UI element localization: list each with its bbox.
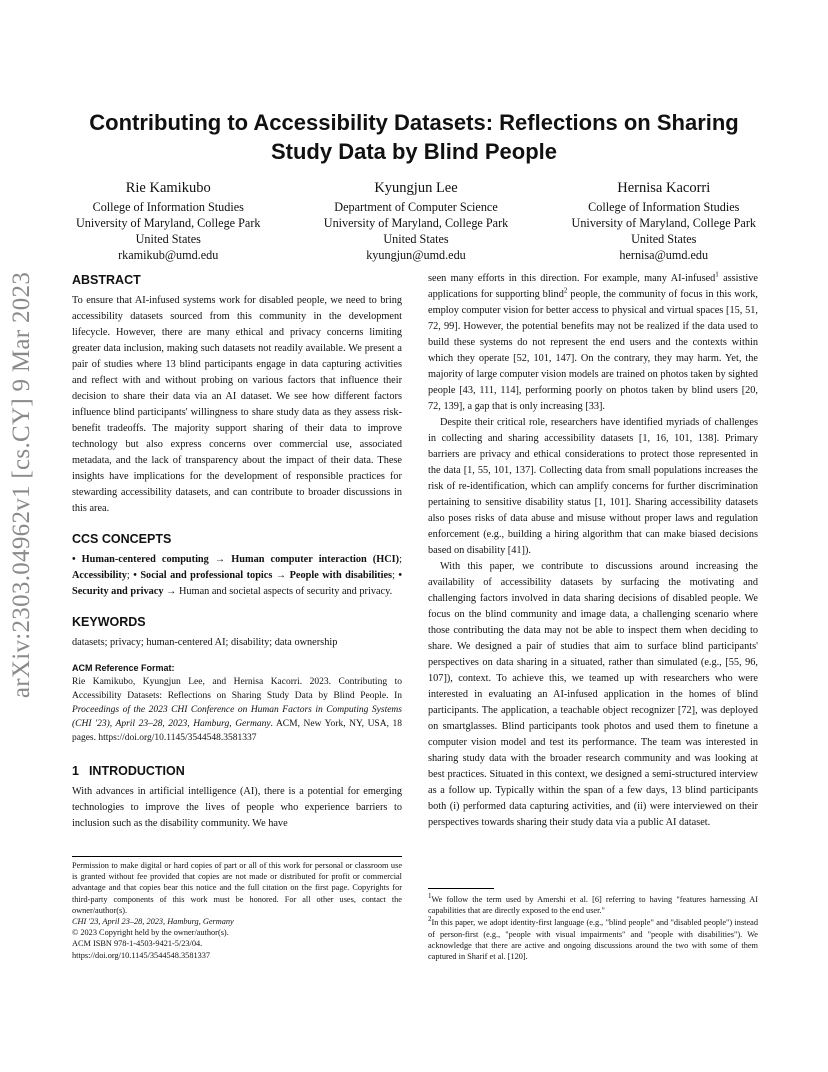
author-dept: College of Information Studies [92, 200, 244, 214]
footnote-mark[interactable]: 1 [715, 270, 719, 279]
footnote-2: $^2$In this paper, we adopt identity-first language (e.g., "blind people" and "disabled people") instead of person-first (e.g., "people with visual impairments" and "people with disabilities"). We acknowledge that there are active and ongoing discussions around the two with some of them captured in Sharif et al. [120]. [428, 915, 758, 962]
author-block [76, 178, 756, 263]
author-dept: Department of Computer Science [334, 200, 498, 214]
author-org: University of Maryland, College Park [571, 216, 756, 230]
acm-ref-text: Rie Kamikubo, Kyungjun Lee, and Hernisa Kacorri. 2023. Contributing to Accessibility Datasets: Reflections on Sharing Study Data by Blind People. In Proceedings of the 2023 CHI Conference on Human Factors in Computing Systems (CHI '23), April 23–28, 2023, Hamburg, Germany. ACM, New York, NY, USA, 18 pages. https://doi.org/10.1145/3544548.3581337 [72, 677, 402, 743]
footnote-1: $^1$We follow the term used by Amershi et al. [6] referring to having "features harnessing AI capabilities that are directly exposed to the end user." [428, 892, 758, 916]
acm-ref-heading: ACM Reference Format: [72, 663, 175, 673]
author-email[interactable]: rkamikub@umd.edu [118, 248, 219, 262]
footnote-rule [428, 888, 494, 889]
footnote-mark[interactable]: 2 [563, 286, 568, 295]
author-3 [572, 178, 756, 263]
isbn-line: ACM ISBN 978-1-4503-9421-5/23/04. [72, 939, 203, 949]
author-name: Hernisa Kacorri [617, 180, 711, 196]
author-dept: College of Information Studies [588, 200, 740, 214]
doi-link[interactable]: https://doi.org/10.1145/3544548.3581337 [72, 950, 211, 960]
author-2 [324, 178, 508, 263]
paper-title: Contributing to Accessibility Datasets: Reflections on Sharing Study Data by Blind People [89, 110, 739, 164]
keywords-text: datasets; privacy; human-centered AI; disability; data ownership [72, 637, 338, 648]
author-country: United States [631, 232, 697, 246]
author-country: United States [383, 232, 449, 246]
left-column [72, 271, 402, 832]
author-1 [76, 178, 260, 263]
right-column [428, 271, 758, 831]
intro-paragraph-3: With this paper, we contribute to discussions around increasing the availability of accessibility datasets by surfacing the motivating and challenging factors involved in data sharing decisions of disabled people. We focus on the blind community and image data, a challenging scenario where those contributing the data may not be able to inspect them when deciding to share. We designed a pair of studies that aim to surface blind participants' perspectives on data sharing in a situated, rather than simulated (e.g., [55, 96, 107]), context. To achieve this, we teamed up with researchers who were interested in evaluating an AI-infused application in the homes of blind participants. The application, a teachable object recognizer [72], was deployed on smartglasses. Blind participants took photos and used them to finetune a computer vision model and test its performance. The team was interested in sharing study data with the broader research community and was looking at best practices. Situated in this context, we designed a semi-structured interview as a follow up. Typically within the span of a few days, 13 blind participants both (i) performed data capturing activities, and (ii) were interviewed on their perspectives towards sharing their study data via a public AI dataset. [428, 561, 758, 828]
intro-paragraph-1: seen many efforts in this direction. For example, many AI-infused$^1$ assistive applications for supporting blind$^2$ people, the community of focus in this work, employ computer vision for better access to physical and virtual spaces [15, 51, 72, 99]. However, the potential benefits may not be realized if the data used to build these systems do not represent the end users and the contexts within which they operate [52, 101, 147]. On the contrary, they may harm. Yet, the majority of large computer vision models are trained on photos taken by sighted people [43, 111, 114], performing poorly on photos taken by blind users [20, 72, 139], a gap that is only increasing [33]. [428, 270, 758, 412]
arxiv-stamp-text: arXiv:2303.04962v1 [cs.CY] 9 Mar 2023 [8, 271, 36, 699]
footnotes [428, 888, 758, 963]
intro-paragraph-2: Despite their critical role, researchers have identified myriads of challenges in collecting and sharing accessibility datasets [1, 16, 101, 138]. Primary barriers are privacy and ethical considerations to protect those represented in the data [1, 55, 101, 137]. Collecting data from small populations increases the risk of re-identification, which can amplify concerns for further discrimination pertaining to sensitive disability status [1, 101]. Sharing accessibility datasets also poses risks of data abuse and misuse without proper laws and regulation enforcement (e.g., building a hiring algorithm that can make biased decisions based on disability [41]). [428, 417, 758, 556]
author-country: United States [135, 232, 201, 246]
ccs-heading: CCS CONCEPTS [72, 532, 172, 546]
author-name: Kyungjun Lee [374, 180, 458, 196]
arxiv-stamp [0, 271, 44, 699]
permission-block [72, 856, 402, 961]
venue-line: CHI '23, April 23–28, 2023, Hamburg, Germany [72, 917, 234, 927]
permission-text: Permission to make digital or hard copies of part or all of this work for personal or classroom use is granted without fee provided that copies are not made or distributed for profit or commercial advantage and that copies bear this notice and the full citation on the first page. Copyrights for third-party components of this work must be honored. For all other uses, contact the owner/author(s). [72, 861, 402, 915]
abstract-text: To ensure that AI-infused systems work for disabled people, we need to bring accessibility datasets sourced from this community in the development lifecycle. However, there are many ethical and privacy concerns limiting greater data inclusion, making such datasets not readily available. We present a pair of studies where 13 blind participants engage in data capturing activities and reflect with and without probing on various factors that influence their decision to share their data via an AI dataset. We see how different factors influence blind participants' willingness to share study data as they assess risk-benefit tradeoffs. The majority support sharing of their data to improve technology but also express concerns over commercial use, associated metadata, and the lack of transparency about the impact of their data. These insights have implications for the development of responsible practices for stewarding accessibility datasets, and can contribute to broader discussions in this area. [72, 295, 402, 514]
intro-heading: 1 INTRODUCTION [72, 764, 185, 778]
ccs-text: • Human-centered computing → Human computer interaction (HCI); Accessibility; • Social and professional topics → People with disabilities; • Security and privacy → Human and societal aspects of security and privacy. [72, 554, 402, 597]
intro-left-text: With advances in artificial intelligence (AI), there is a potential for emerging technologies to improve the lives of people who experience barriers to inclusion such as the disability community. We have [72, 786, 402, 829]
author-email[interactable]: kyungjun@umd.edu [366, 248, 466, 262]
author-email[interactable]: hernisa@umd.edu [619, 248, 709, 262]
copyright-line: © 2023 Copyright held by the owner/author(s). [72, 928, 229, 938]
author-org: University of Maryland, College Park [323, 216, 509, 230]
keywords-heading: KEYWORDS [72, 615, 146, 629]
abstract-heading: ABSTRACT [72, 273, 141, 287]
author-org: University of Maryland, College Park [76, 216, 261, 230]
author-name: Rie Kamikubo [125, 180, 211, 196]
